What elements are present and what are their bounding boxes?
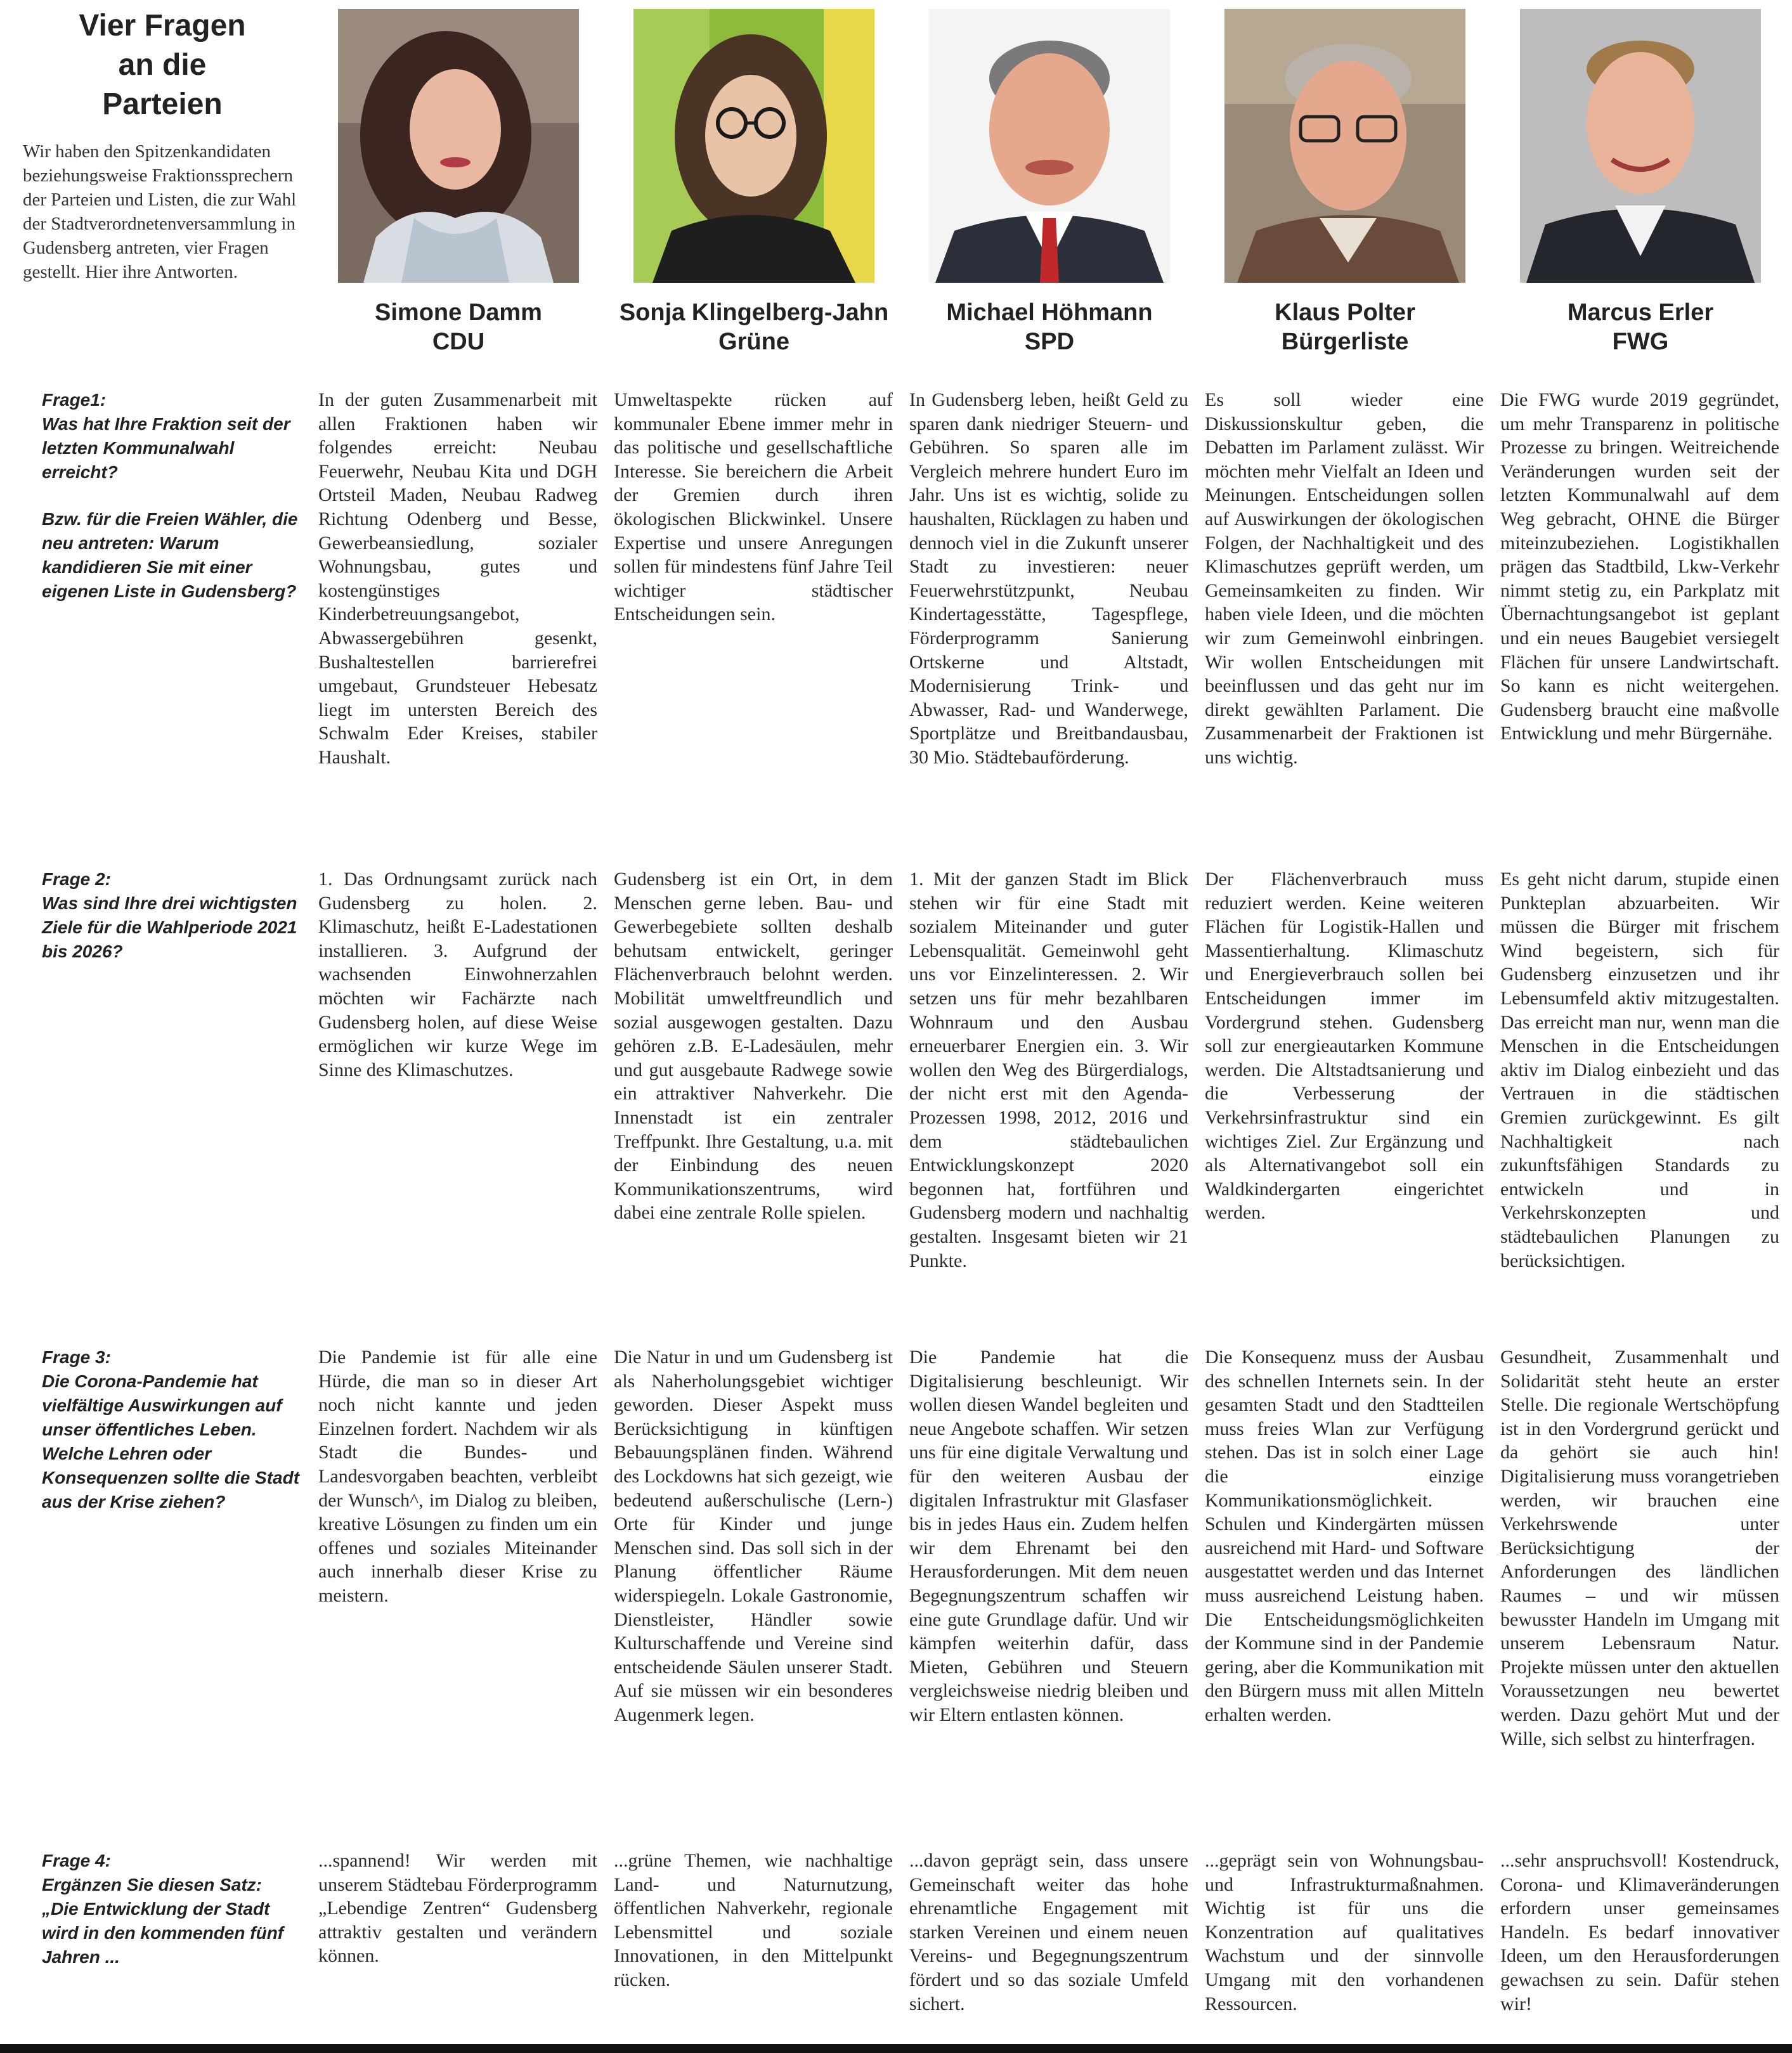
- title-line: an die: [118, 48, 207, 82]
- answer-buergerliste: Die Konsequenz muss der Ausbau des schnellen Internets sein. In der gesamten Stadt und den Stadtteilen muss freies Wlan zur Verfügung stehen. Das ist in solch einer Lage die einzige Kommunikationsmöglichkeit. Schulen und Kindergärten müssen ausreichend mit Hard- und Software ausgestattet werden und das Internet muss ausreichend Leistung haben. Die Entscheidungsmöglichkeiten der Kommune sind in der Pandemie gering, aber die Kommunikation mit den Bürgern muss mit allen Mitteln erhalten werden.: [1205, 1347, 1484, 1725]
- page-edge-bar: [0, 2044, 1792, 2053]
- answer-gruene: Gudensberg ist ein Ort, in dem Menschen gerne leben. Bau- und Gewerbegebiete sollten deshalb behutsam entwickelt, geringer Flächenverbrauch belohnt werden. Mobilität umweltfreundlich und sozial ausgewogen gestalten. Dazu gehören z.B. E-Ladesäulen, mehr und gut ausgebaute Radwege sowie ein attraktiver Nahverkehr. Die Innenstadt ist ein zentraler Treffpunkt. Ihre Gestaltung, u.a. mit der Einbindung des neuen Kommunikationszentrums, wird dabei eine zentrale Rolle spielen.: [614, 869, 893, 1224]
- answer-cdu: In der guten Zusammenarbeit mit allen Fraktionen haben wir folgendes erreicht: Neubau Feuerwehr, Neubau Kita und DGH Ortsteil Maden, Neubau Radweg Richtung Odenberg und Besse, Gewerbeansiedlung, sozialer Wohnungsbau, gutes und kostengünstiges Kinderbetreuungsangebot, Abwassergebühren gesenkt, Bushaltestellen barrierefrei umgebaut, Grundsteuer Hebesatz liegt im untersten Bereich des Schwalm Eder Kreises, stabiler Haushalt.: [318, 389, 597, 768]
- answer-fwg: ...sehr anspruchsvoll! Kostendruck, Corona- und Klimaveränderungen erfordern unser gemeinsames Handeln. Es bedarf innovativer Ideen, um den Herausforderungen gewachsen zu sein. Dafür stehen wir!: [1500, 1850, 1779, 2014]
- answer-spd: 1. Mit der ganzen Stadt im Blick stehen wir für eine Stadt mit sozialem Miteinander und guter Lebensqualität. Gemeinwohl geht uns vor Einzelinteressen. 2. Wir setzen uns für mehr bezahlbaren Wohnraum und den Ausbau erneuerbarer Energien ein. 3. Wir wollen den Weg des Bürgerdialogs, der nicht erst mit den Agenda-Prozessen 1998, 2012, 2016 und dem städtebaulichen Entwicklungskonzept 2020 begonnen hat, fortführen und Gudensberg modern und nachhaltig gestalten. Insgesamt bieten wir 21 Punkte.: [909, 869, 1188, 1271]
- candidate-party: CDU: [432, 328, 485, 355]
- answer-gruene: ...grüne Themen, wie nachhaltige Land- und Naturnutzung, öffentlichen Nahverkehr, regionale Lebensmittel und soziale Innovationen, in den Mittelpunkt rücken.: [614, 1850, 893, 1990]
- candidate-row: [311, 6, 1788, 361]
- answer-buergerliste: Es soll wieder eine Diskussionskultur geben, die Debatten im Parlament zulässt. Wir möchten mehr Vielfalt an Ideen und Meinungen. Entscheidungen sollen auf Auswirkungen der ökologischen Folgen, der Nachhaltigkeit und des Klimaschutzes geprüft werden, um Gemeinsamkeiten zu finden. Wir haben viele Ideen, und die möchten wir zum Gemeinwohl einbringen. Wir wollen Entscheidungen mit beeinflussen und das geht nur im direkt gewählten Parlament. Die Zusammenarbeit der Fraktionen ist uns wichtig.: [1205, 389, 1484, 768]
- candidate-party: Grüne: [718, 328, 789, 355]
- question-text: Ergänzen Sie diesen Satz: „Die Entwicklung der Stadt wird in den kommenden fünf Jahren ...: [42, 1875, 284, 1967]
- candidate-sonja-klingelberg-jahn: [606, 6, 902, 361]
- question: [42, 1849, 302, 1969]
- answer-gruene: Die Natur in und um Gudensberg ist als Naherholungsgebiet wichtiger geworden. Dieser Aspekt muss Berücksichtigung in künftigen Bebauungsplänen finden. Während des Lockdowns hat sich gezeigt, wie bedeutend außerschulische (Lern-) Orte für Kinder und junge Menschen sind. Das soll sich in der Planung öffentlicher Räume widerspiegeln. Lokale Gastronomie, Dienstleister, Händler sowie Kulturschaffende und Vereine sind entscheidende Säulen unserer Stadt. Auf sie müssen wir ein besonderes Augenmerk legen.: [614, 1347, 893, 1725]
- question-label: Frage 4:: [42, 1851, 111, 1870]
- candidate-name: Simone Damm: [375, 299, 542, 326]
- portrait-photo-icon: [1224, 9, 1465, 283]
- candidate-party: FWG: [1612, 328, 1669, 355]
- question-label: Frage1:: [42, 390, 107, 410]
- answer-cdu: ...spannend! Wir werden mit unserem Städtebau Förderprogramm „Lebendige Zentren“ Gudensberg attraktiv gestalten und verändern können.: [318, 1850, 597, 1967]
- candidate-michael-hoehmann: [902, 6, 1197, 361]
- answer-spd: Die Pandemie hat die Digitalisierung beschleunigt. Wir wollen diesen Wandel begleiten und neue Angebote schaffen. Wir setzen uns für eine digitale Verwaltung und für den weiteren Ausbau der digitalen Infrastruktur mit Glasfaser bis in jedes Haus ein. Zudem helfen wir dem Ehrenamt bei den Herausforderungen. Mit dem neuen Begegnungszentrum schaffen wir eine gute Grundlage dafür. Und wir kämpfen weiterhin dafür, dass Mieten, Gebühren und Steuern vergleichsweise niedrig bleiben und wir Eltern entlasten können.: [909, 1347, 1188, 1725]
- answer-gruene: Umweltaspekte rücken auf kommunaler Ebene immer mehr in das politische und gesellschaftliche Interesse. Sie bereichern die Arbeit der Gremien durch ihren ökologischen Blickwinkel. Unsere Expertise und unsere Anregungen sollen für mindestens fünf Jahre Teil wichtiger städtischer Entscheidungen sein.: [614, 389, 893, 625]
- answer-fwg: Es geht nicht darum, stupide einen Punkteplan abzuarbeiten. Wir müssen die Bürger mit frischem Wind begeistern, sich für Gudensberg einzusetzen und ihr Lebensumfeld aktiv mitzugestalten. Das erreicht man nur, wenn man die Menschen in die Entscheidungen aktiv im Dialog einbezieht und das Vertrauen in die städtischen Gremien zurückgewinnt. Es gilt Nachhaltigkeit nach zukunftsfähigen Standards zu entwickeln und in Verkehrskonzepten und städtebaulichen Planungen zu berücksichtigen.: [1500, 869, 1779, 1271]
- question: [42, 867, 302, 964]
- question: [42, 388, 302, 604]
- portrait-photo-icon: [929, 9, 1170, 283]
- candidate-name: Sonja Klingelberg-Jahn: [619, 299, 889, 326]
- title-line: Parteien: [102, 87, 223, 121]
- portrait-photo-icon: [338, 9, 579, 283]
- question-text: Was sind Ihre drei wichtigsten Ziele für die Wahlperiode 2021 bis 2026?: [42, 893, 297, 961]
- answer-spd: ...davon geprägt sein, dass unsere Gemeinschaft weiter das hohe ehrenamtliche Engagement mit starken Vereinen und einem neuen Vereins- und Begegnungszentrum fördert und so das soziale Umfeld sichert.: [909, 1850, 1188, 2014]
- question-subtext: Bzw. für die Freien Wähler, die neu antreten: Warum kandidieren Sie mit einer eigenen Liste in Gudensberg?: [42, 509, 298, 601]
- portrait-photo-icon: [1520, 9, 1761, 283]
- answer-cdu: 1. Das Ordnungsamt zurück nach Gudensberg zu holen. 2. Klimaschutz, heißt E-Ladestationen installieren. 3. Aufgrund der wachsenden Einwohnerzahlen möchten wir Fachärzte nach Gudensberg holen, auf diese Weise ermöglichen wir kurze Wege im Sinne des Klimaschutzes.: [318, 869, 597, 1080]
- title-line: Vier Fragen: [79, 9, 246, 42]
- page-title: [23, 6, 302, 124]
- candidate-party: SPD: [1024, 328, 1075, 355]
- candidate-simone-damm: [311, 6, 606, 361]
- answer-cdu: Die Pandemie ist für alle eine Hürde, die man so in dieser Art noch nicht kannte und jeden Einzelnen fordert. Nachdem wir als Stadt die Bundes- und Landesvorgaben beachten, verbleibt der Wunsch^, im Dialog zu bleiben, kreative Lösungen zu finden um ein offenes und soziales Miteinander auch innerhalb dieser Krise zu meistern.: [318, 1347, 597, 1606]
- answer-spd: In Gudensberg leben, heißt Geld zu sparen dank niedriger Steuern- und Gebühren. So sparen alle im Vergleich mehrere hundert Euro im Jahr. Uns ist es wichtig, solide zu haushalten, Rücklagen zu haben und dennoch viel in die Zukunft unserer Stadt zu investieren: neuer Feuerwehrstützpunkt, Neubau Kindertagesstätte, Tagespflege, Förderprogramm Sanierung Ortskerne und Altstadt, Modernisierung Trink- und Abwasser, Rad- und Wanderwege, Sportplätze und Breitbandausbau, 30 Mio. Städtebauförderung.: [909, 389, 1188, 768]
- candidate-marcus-erler: [1493, 6, 1788, 361]
- answer-buergerliste: ...geprägt sein von Wohnungsbau- und Infrastrukturmaßnahmen. Wichtig ist für uns die Konzentration auf qualitatives Wachstum und der sinnvolle Umgang mit den vorhandenen Ressourcen.: [1205, 1850, 1484, 2014]
- candidate-name: Marcus Erler: [1567, 299, 1714, 326]
- candidate-name: Michael Höhmann: [946, 299, 1153, 326]
- answer-buergerliste: Der Flächenverbrauch muss reduziert werden. Keine weiteren Flächen für Logistik-Hallen und Massentierhaltung. Klimaschutz und Energieverbrauch sollen bei Entscheidungen immer im Vordergrund stehen. Gudensberg soll zur energieautarken Kommune werden. Die Altstadtsanierung und die Verbesserung der Verkehrsinfrastruktur sind ein wichtiges Ziel. Zur Ergänzung und als Alternativangebot soll ein Waldkindergarten eingerichtet werden.: [1205, 869, 1484, 1224]
- candidate-klaus-polter: [1197, 6, 1493, 361]
- question-label: Frage 3:: [42, 1347, 111, 1367]
- candidate-name: Klaus Polter: [1275, 299, 1415, 326]
- portrait-photo-icon: [633, 9, 874, 283]
- question: [42, 1345, 302, 1514]
- intro-text: Wir haben den Spitzenkandidaten beziehungsweise Fraktionssprechern der Parteien und Listen, die zur Wahl der Stadtverordnetenversammlung in Gudensberg antreten, vier Fragen gestellt. Hier ihre Antworten.: [23, 141, 297, 282]
- question-label: Frage 2:: [42, 869, 111, 889]
- candidate-party: Bürgerliste: [1281, 328, 1409, 355]
- question-text: Die Corona-Pandemie hat vielfältige Auswirkungen auf unser öffentliches Leben. Welche Lehren oder Konsequenzen sollte die Stadt aus der Krise ziehen?: [42, 1371, 300, 1512]
- answer-fwg: Gesundheit, Zusammenhalt und Solidarität steht heute an erster Stelle. Die regionale Wertschöpfung ist in den Vordergrund gerückt und da gehört sie auch hin! Digitalisierung muss vorangetrieben werden, wir brauchen eine Verkehrswende unter Berücksichtigung der Anforderungen des ländlichen Raumes – und wir müssen bewusster Handeln im Umgang mit unserem Lebensraum Natur. Projekte müssen unter den aktuellen Voraussetzungen neu bewertet werden. Dazu gehört Mut und der Wille, sich selbst zu hinterfragen.: [1500, 1347, 1779, 1749]
- question-text: Was hat Ihre Fraktion seit der letzten Kommunalwahl erreicht?: [42, 414, 290, 482]
- answer-fwg: Die FWG wurde 2019 gegründet, um mehr Transparenz in politische Prozesse zu bringen. Weitreichende Veränderungen wurden seit der letzten Kommunalwahl auf dem Weg gebracht, OHNE die Bürger miteinzubeziehen. Logistikhallen prägen das Stadtbild, Lkw-Verkehr nimmt stetig zu, ein Parkplatz mit Übernachtungsangebot ist geplant und ein neues Baugebiet versiegelt Flächen für unsere Landwirtschaft. So kann es nicht weitergehen. Gudensberg braucht eine maßvolle Entwicklung und mehr Bürgernähe.: [1500, 389, 1779, 744]
- intro-block: [23, 6, 302, 284]
